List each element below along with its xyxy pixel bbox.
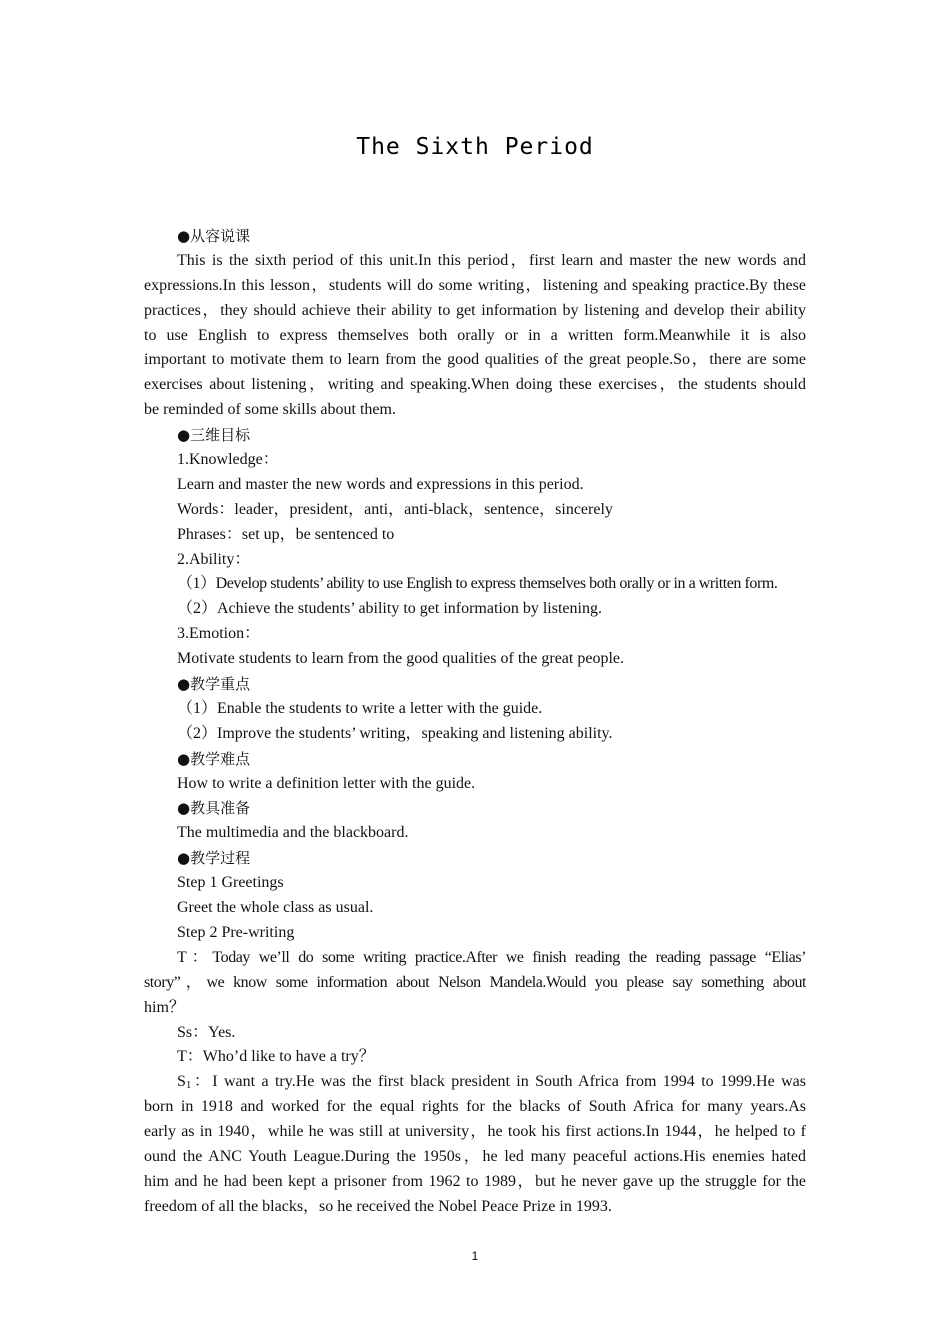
dialogue-line-s1 [144, 1070, 806, 1095]
dialogue-line: him and he had been kept a prisoner from 1962 to 1989，but he never gave up the struggle for the [144, 1172, 806, 1190]
document-title: The Sixth Period [356, 134, 594, 160]
document-body [144, 224, 806, 1220]
section-heading-intro: ●从容说课 [177, 227, 251, 245]
paragraph-line: important to motivate them to learn from the good qualities of the great people.So，there are some [144, 351, 806, 369]
goal-line: Phrases：set up，be sentenced to [177, 525, 395, 543]
teacher-prompt-line: him？ [144, 998, 185, 1016]
section-heading-process: ●教学过程 [177, 849, 251, 868]
section-heading-goals: ●三维目标 [177, 426, 251, 445]
process-line: Greet the whole class as usual. [177, 899, 374, 917]
dialogue-line: early as in 1940，while he was still at university，he took his first actions.In 1944，he helped to f [144, 1123, 806, 1141]
section-heading-materials: ●教具准备 [177, 799, 251, 818]
goal-line: Learn and master the new words and expressions in this period. [177, 475, 584, 493]
dialogue-line: T：Who’d like to have a try？ [177, 1048, 375, 1066]
section-heading-difficulties: ●教学难点 [177, 749, 251, 768]
goal-line: 3.Emotion： [177, 625, 261, 643]
dialogue-line: born in 1918 and worked for the equal rights for the blacks of South Africa for many years.As [144, 1098, 806, 1116]
dialogue-line: freedom of all the blacks，so he received the Nobel Peace Prize in 1993. [144, 1197, 612, 1215]
paragraph-line: to use English to express themselves both orally or in a written form.Meanwhile it is also [144, 326, 806, 344]
process-line: Step 2 Pre-writing [177, 923, 295, 941]
key-point-line: （1）Enable the students to write a letter with the guide. [177, 699, 543, 717]
dialogue-line: Ss：Yes. [177, 1023, 236, 1041]
speaker-subscript: 1 [185, 1079, 192, 1092]
speaker-label: S [177, 1073, 186, 1091]
process-line: Step 1 Greetings [177, 874, 284, 892]
key-point-line: （2）Improve the students’ writing，speaking and listening ability. [177, 724, 613, 742]
section-heading-key-points: ●教学重点 [177, 675, 251, 694]
materials-line: The multimedia and the blackboard. [177, 824, 409, 842]
teacher-prompt-line: T：Today we’ll do some writing practice.After we finish reading the reading passage “Elias’ [177, 948, 806, 966]
goal-line: 2.Ability： [177, 550, 251, 568]
paragraph-line: This is the sixth period of this unit.In this period，first learn and master the new words and [177, 251, 806, 269]
goal-line: Words：leader，president，anti，anti-black，sentence，sincerely [177, 500, 613, 518]
paragraph-line: be reminded of some skills about them. [144, 401, 396, 419]
speaker-text: ：I want a try.He was the first black president in South Africa from 1994 to 1999.He was [191, 1073, 806, 1091]
dialogue-line: ound the ANC Youth League.During the 1950s，he led many peaceful actions.His enemies hated [144, 1147, 806, 1165]
goal-line: 1.Knowledge： [177, 451, 279, 469]
goal-line: Motivate students to learn from the good qualities of the great people. [177, 650, 624, 668]
goal-line: （2）Achieve the students’ ability to get information by listening. [177, 600, 602, 618]
paragraph-line: expressions.In this lesson，students will do some writing，listening and speaking practice.By these [144, 276, 806, 294]
teacher-prompt-line: story”，we know some information about Nelson Mandela.Would you please say something about [144, 973, 806, 991]
goal-line: （1）Develop students’ ability to use English to express themselves both orally or in a written form. [177, 575, 778, 593]
page-number: 1 [471, 1249, 479, 1263]
paragraph-line: practices，they should achieve their ability to get information by listening and develop their ability [144, 301, 806, 319]
paragraph-line: exercises about listening，writing and speaking.When doing these exercises，the students should [144, 376, 806, 394]
difficulty-line: How to write a definition letter with the guide. [177, 774, 476, 792]
